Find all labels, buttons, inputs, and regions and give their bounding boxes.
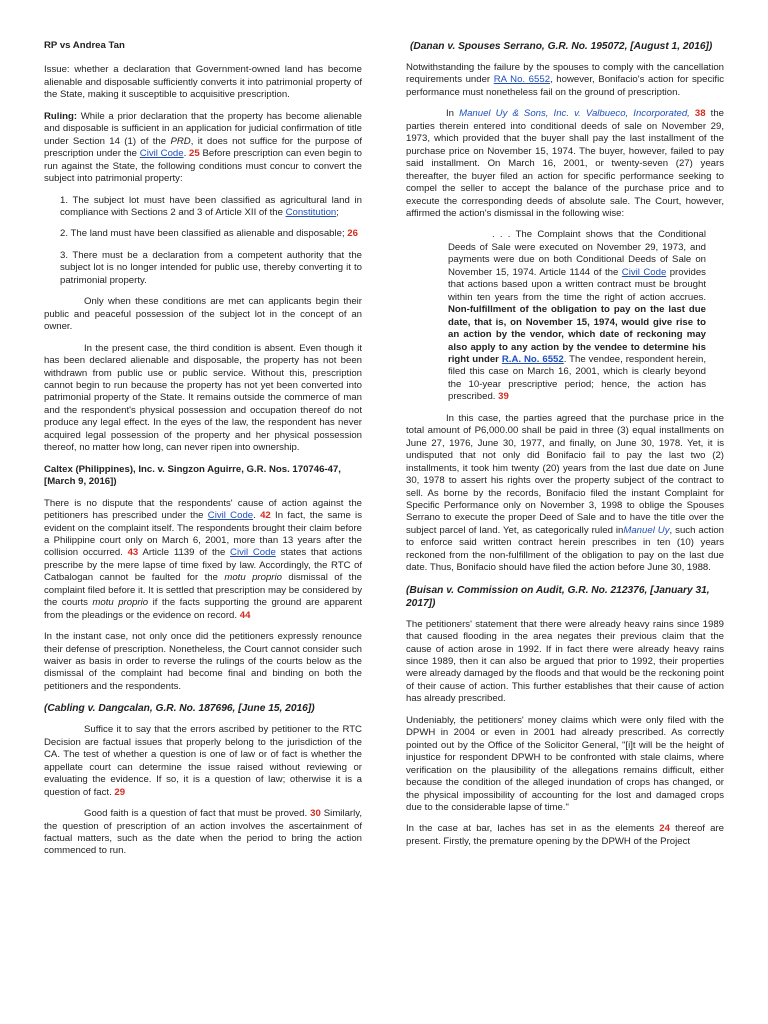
motu-proprio-term: motu proprio	[224, 572, 282, 584]
cabling-paragraph	[44, 724, 362, 799]
quote-bold-text: Non-fulfillment of the obligation to pay on the last due date, that is, on November 15, 1974, would give rise to an action by the vendor, which date of reckoning may also apply to any action by the vendee to determine his right under	[448, 304, 706, 365]
buisan-case-heading: (Buisan v. Commission on Audit, G.R. No. 212376, [January 31, 2017])	[406, 584, 710, 609]
cabling-case-heading: (Cabling v. Dangcalan, G.R. No. 187696, [June 15, 2016])	[44, 703, 315, 715]
block-quote	[448, 229, 706, 403]
caltex-text-e: states that actions prescribe by the mere lapse of time fixed by law. Accordingly, the RTC of Catbalogan cannot be faulted for the	[44, 547, 363, 584]
good-faith-paragraph	[44, 808, 362, 858]
this-case-paragraph	[406, 413, 724, 575]
condition-1-end: ;	[336, 206, 339, 218]
footnote-24[interactable]: 24	[659, 823, 670, 835]
ruling-text-d: Before prescription can even begin to run against the State, the following conditions must concur to convert the subject into patrimonial property:	[44, 148, 362, 185]
caltex-paragraph	[44, 498, 362, 623]
ruling-text-c: .	[183, 148, 190, 160]
buisan-paragraph-2: Undeniably, the petitioners' money claims which were only filed with the DPWH in 2004 or even in 2001 had already prescribed. As correctly pointed out by the Office of the Solicitor General, "[i]t will be the height of injustice for respondent DPWH to be confronted with stale claims, where verification on the plausibility of the allegations remains difficult, either because the condition of the alleged inundation of crops has changed, or the physical impossibility of accounting for the lost and damaged crops due to the considerable lapse of time."	[406, 714, 724, 814]
condition-item-2	[60, 228, 362, 240]
caltex-case-heading: Caltex (Philippines), Inc. v. Singzon Aguirre, G.R. Nos. 170746-47, [March 9, 2016])	[44, 463, 341, 488]
footnote-39[interactable]: 39	[498, 391, 509, 403]
buisan-paragraph-1: The petitioners' statement that there were already heavy rains since 1989 that caused flooding in the area negates their previous claim that the cause of action arose in 1992. If in fact there were already heavy rains since 1989, then it can also be argued that prior to 1992, their properties were already damaged by the floods and that would be the reckoning point of their cause of action. This further establishes that their cause of action has already prescribed.	[406, 618, 724, 705]
condition-2-text: 2. The land must have been classified as alienable and disposable;	[60, 228, 348, 240]
in-word: In	[446, 108, 460, 120]
caltex-text-g: if the facts supporting the ground are apparent from the pleadings or the evidence on record.	[44, 597, 363, 621]
footnote-38[interactable]: 38	[694, 108, 706, 120]
laches-text-b: thereof are present. Firstly, the premature opening by the DPWH of the Project	[406, 823, 724, 847]
doc-title: RP vs Andrea Tan	[44, 40, 125, 51]
caltex-text-b: .	[253, 510, 261, 522]
constitution-link[interactable]: Constitution	[285, 206, 337, 218]
quote-text-b: provides that actions based upon a written contract must be brought within ten years from the time the right of action accrues.	[448, 266, 706, 303]
footnote-30[interactable]: 30	[310, 808, 321, 820]
right-column	[406, 40, 724, 857]
civil-code-link[interactable]: Civil Code	[207, 510, 254, 522]
ruling-text-a: While a prior declaration that the property has become alienable and disposable is sufficient in an application for judicial confirmation of title under Section 14 (1) of the	[44, 110, 362, 147]
civil-code-link[interactable]: Civil Code	[621, 266, 667, 278]
manuel-uy-link[interactable]: Manuel Uy	[623, 524, 670, 536]
only-when-paragraph: Only when these conditions are met can applicants begin their public and peaceful possession of the subject lot in the concept of an owner.	[44, 296, 362, 333]
footnote-26[interactable]: 26	[347, 228, 358, 240]
manuel-uy-case-link[interactable]: Manuel Uy & Sons, Inc. v. Valbueco, Incorporated,	[459, 108, 690, 120]
danan-paragraph	[406, 62, 724, 99]
civil-code-link[interactable]: Civil Code	[139, 148, 184, 160]
caltex-text-c: In fact, the same is evident on the complaint itself. The respondents brought their claim before a Philippine court only on March 6, 2001, more than 13 years after the collision occurred.	[44, 510, 362, 559]
prd-term: PRD	[170, 135, 191, 147]
laches-text-a: In the case at bar, laches has set in as the elements	[406, 823, 660, 835]
ra-6552-link[interactable]: RA No. 6552	[493, 74, 551, 86]
this-case-text-a: In this case, the parties agreed that the purchase price in the total amount of P6,000.00 shall be paid in three (3) equal installments on June 27, 1976, June 30, 1977, and finally, on June 30, 1978. Yet, it is undisputed that not only did Bonifacio fail to pay the last two (2) installments, it took him twenty (20) years from the last due date on June 30, 1978 to assert his rights over the property subject of the contract to sell. As borne by the records, Bonifacio filed the instant Complaint for Specific Performance only on November 3, 1998 to oblige the Spouses Serrano to execute the proper Deed of Sale and to have the title over the subject parcel of land. Yet, as categorically ruled in	[406, 412, 724, 536]
footnote-43[interactable]: 43	[127, 547, 139, 559]
this-case-text-b: , such action to enforce said written contract herein prescribes in ten (10) years reckoned from the non-fulfillment of the obligation to pay on the last due date. Thus, Bonifacio should have filed the action before June 30, 1988.	[406, 524, 725, 574]
good-faith-text-a: Good faith is a question of fact that must be proved.	[84, 808, 311, 820]
footnote-29[interactable]: 29	[114, 786, 126, 798]
footnote-42[interactable]: 42	[260, 510, 271, 522]
manuel-uy-text: the parties therein entered into conditional deeds of sale on November 29, 1973, which provided that the buyer shall pay the last installment of the purchase price on November 15, 1974. The buyer, however, failed to pay said installment. On March 16, 2001, or twenty-seven (27) years thereafter, the buyer filed an action for specific performance seeking to compel the seller to accept the balance of the purchase price and to execute the corresponding deeds of absolute sale. The Court, however, affirmed the action's dismissal in the following wise:	[406, 108, 724, 219]
condition-item-3: 3. There must be a declaration from a competent authority that the subject lot is no longer intended for public use, thereby converting it to patrimonial property.	[60, 249, 362, 286]
caltex-text-d: Article 1139 of the	[138, 547, 231, 559]
danan-text-b: , however, Bonifacio's action for specific performance must nonetheless fail on the ground of prescription.	[406, 74, 724, 98]
quote-text-a: . . . The Complaint shows that the Conditional Deeds of Sale were executed on November 29, 1973, and payments were due on both Conditional Deeds of Sale on November 15, 1974. Article 1144 of the	[448, 229, 706, 278]
condition-item-1	[60, 195, 362, 220]
footnote-44[interactable]: 44	[239, 609, 251, 621]
conditions-list	[44, 195, 362, 288]
cabling-text: Suffice it to say that the errors ascribed by petitioner to the RTC Decision are factual issues that properly belong to the jurisdiction of the CA. The test of whether a question is one of law or of fact is whether the appellate court can determine the issue raised without reviewing or evaluating the evidence. If so, it is a question of law; otherwise it is a question of fact.	[44, 724, 362, 798]
motu-proprio-term: motu proprio	[92, 597, 149, 609]
caltex-text-a: There is no dispute that the respondents' cause of action against the petitioners has prescribed under the	[44, 497, 362, 522]
danan-case-heading: (Danan v. Spouses Serrano, G.R. No. 195072, [August 1, 2016])	[410, 41, 713, 52]
instant-case-paragraph: In the instant case, not only once did the petitioners expressly renounce their defense of prescription. Nonetheless, the Court cannot consider such waiver as basis in order to reverse the rulings of the courts below as the dismissal of the complaint had become final and binding on both the petitioners and the respondents.	[44, 631, 362, 692]
good-faith-text-b: Similarly, the question of prescription of an action involves the ascertainment of factual matters, such as the date when the period to bring the action commenced to run.	[44, 808, 362, 857]
ruling-text-b: , it does not suffice for the purpose of prescription under the	[44, 135, 363, 160]
ruling-paragraph	[44, 111, 362, 186]
civil-code-link[interactable]: Civil Code	[230, 547, 276, 559]
danan-text-a: Notwithstanding the failure by the spouses to comply with the cancellation requirements under	[406, 62, 724, 86]
issue-paragraph: Issue: whether a declaration that Government-owned land has become alienable and disposable sufficiently converts it into patrimonial property of the State, making it susceptible to acquisitive prescription.	[44, 64, 362, 101]
left-column	[44, 40, 362, 867]
quote-text-c: . The vendee, respondent herein, filed this case on March 16, 2001, which is clearly beyond the 10-year prescriptive period; hence, the action has prescribed.	[448, 353, 707, 403]
ra-6552-link[interactable]: R.A. No. 6552	[501, 353, 564, 365]
ruling-label: Ruling:	[44, 110, 78, 122]
caltex-text-f: dismissal of the complaint filed before it. It is settled that prescription may be considered by the courts	[44, 572, 362, 609]
laches-paragraph	[406, 823, 724, 848]
manuel-uy-paragraph	[406, 108, 724, 220]
present-case-paragraph: In the present case, the third condition is absent. Even though it has been declared alienable and disposable, the property has not been withdrawn from public use or public service. Without this, prescription cannot begin to run because the property has not yet been converted into patrimonial property of the State. It remains outside the commerce of man and the respondent's physical possession and occupation thereof do not produce any legal effect. In the eyes of the law, the respondent has never acquired legal possession of the property and her physical possession thereof, no matter how long, can never ripen into ownership.	[44, 342, 362, 454]
footnote-25[interactable]: 25	[189, 148, 200, 160]
condition-1-text: 1. The subject lot must have been classified as agricultural land in compliance with Sections 2 and 3 of Article XII of the	[60, 194, 362, 218]
